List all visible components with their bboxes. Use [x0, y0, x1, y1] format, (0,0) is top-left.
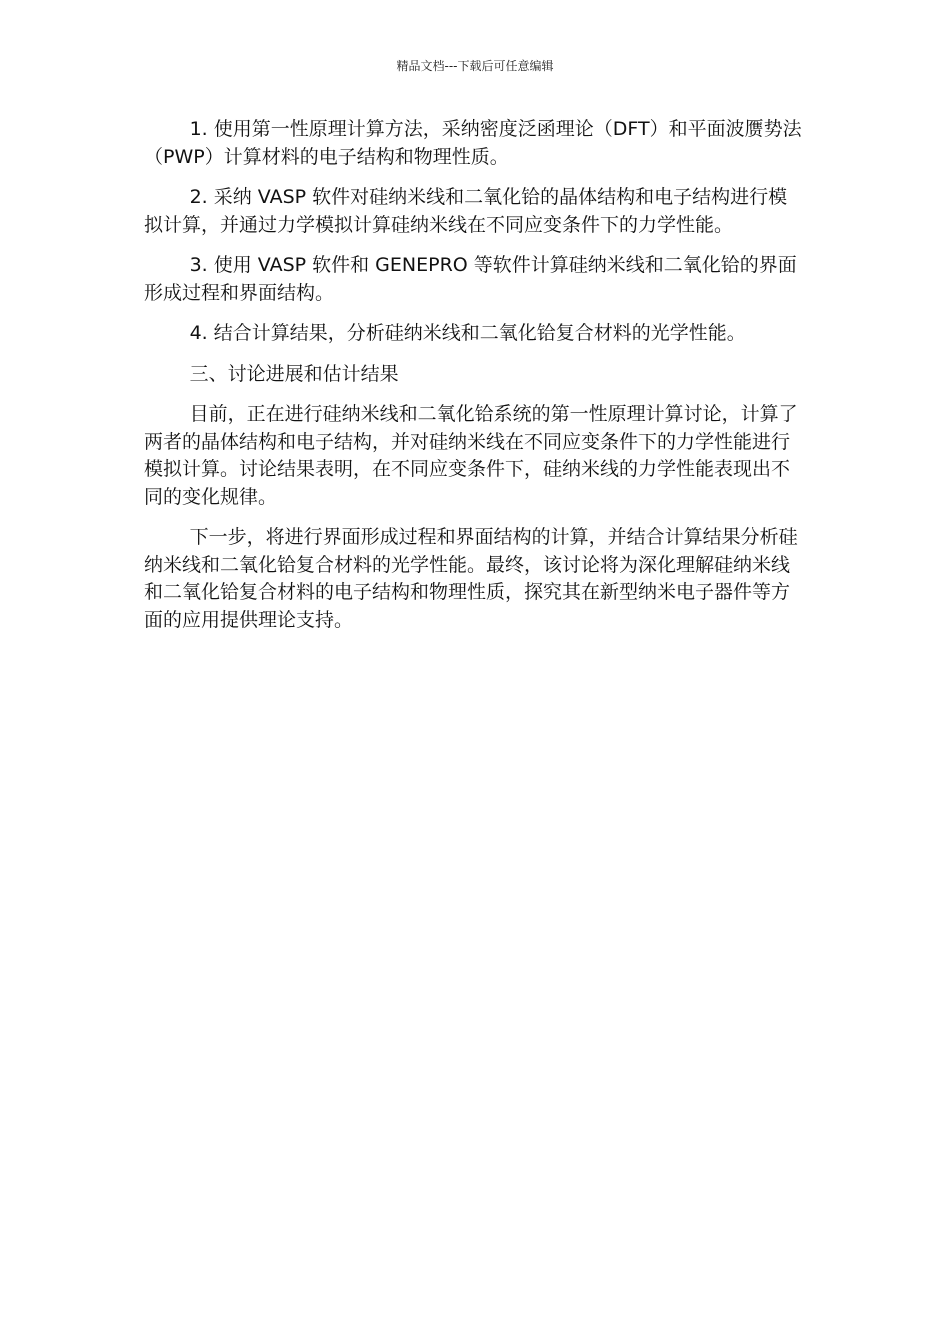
progress-paragraph: 目前，正在进行硅纳米线和二氧化铪系统的第一性原理计算讨论，计算了两者的晶体结构和电子结构，并对硅纳米线在不同应变条件下的力学性能进行模拟计算。讨论结果表明，在不同应变条件下，硅纳米线的力学性能表现出不同的变化规律。 [144, 403, 798, 508]
method-item-4: 4. 结合计算结果，分析硅纳米线和二氧化铪复合材料的光学性能。 [189, 322, 746, 344]
document-body [144, 116, 806, 647]
next-steps-paragraph: 下一步，将进行界面形成过程和界面结构的计算，并结合计算结果分析硅纳米线和二氧化铪复合材料的光学性能。最终，该讨论将为深化理解硅纳米线和二氧化铪复合材料的电子结构和物理性质，探究其在新型纳米电子器件等方面的应用提供理论支持。 [144, 526, 798, 631]
section-heading-progress: 三、讨论进展和估计结果 [189, 362, 399, 385]
method-item-2: 2. 采纳 VASP 软件对硅纳米线和二氧化铪的晶体结构和电子结构进行模拟计算，并通过力学模拟计算硅纳米线在不同应变条件下的力学性能。 [144, 186, 788, 236]
page-header: 精品文档---下载后可任意编辑 [396, 59, 554, 73]
method-item-1: 1. 使用第一性原理计算方法，采纳密度泛函理论（DFT）和平面波赝势法（PWP）计算材料的电子结构和物理性质。 [144, 118, 802, 168]
method-item-3: 3. 使用 VASP 软件和 GENEPRO 等软件计算硅纳米线和二氧化铪的界面形成过程和界面结构。 [144, 254, 797, 304]
